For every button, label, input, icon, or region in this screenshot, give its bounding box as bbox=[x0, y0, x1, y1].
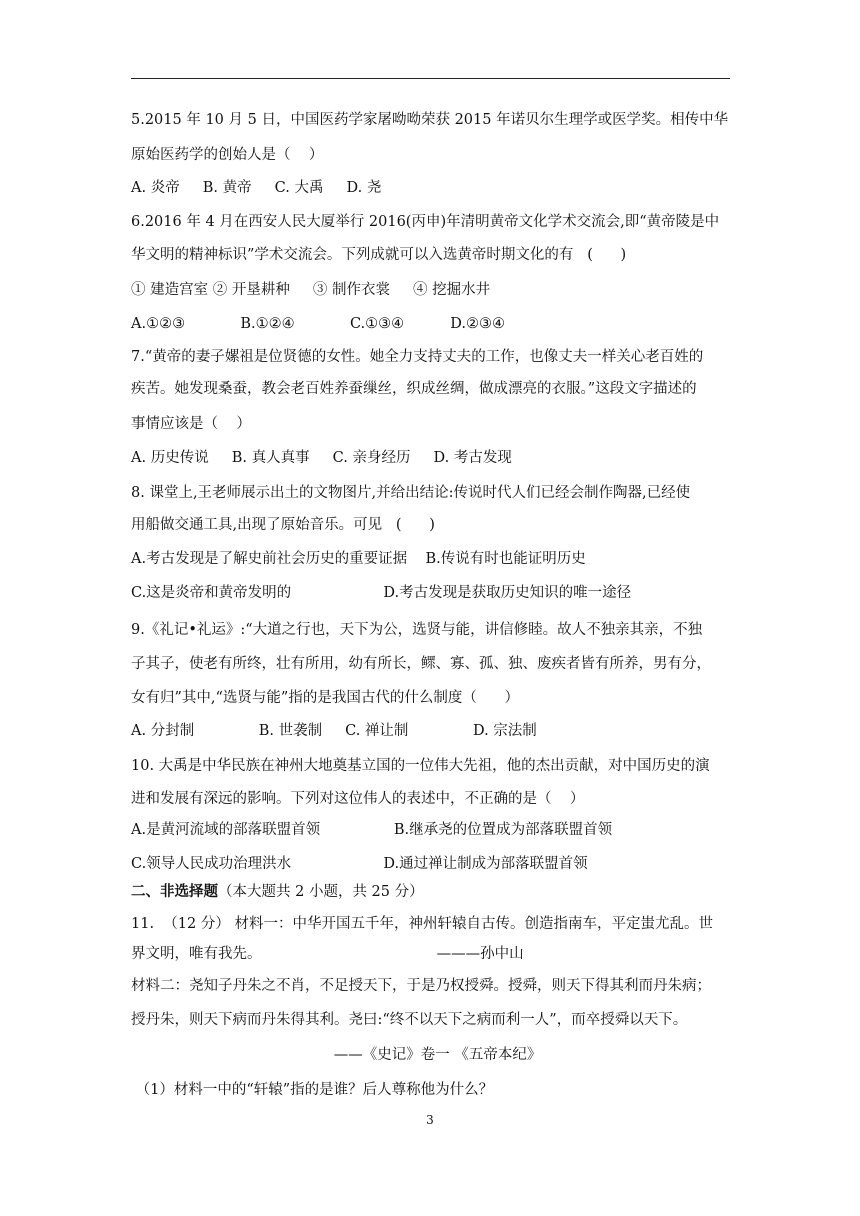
section-note: （本大题共 2 小题，共 25 分） bbox=[218, 884, 424, 900]
text-line: ——《史记》卷一 《五帝本纪》 bbox=[131, 1047, 542, 1063]
text-line: 事情应该是（ ） bbox=[131, 416, 251, 432]
text-line: 6.2016 年 4 月在西安人民大厦举行 2016(丙申)年清明黄帝文化学术交流会,即“黄帝陵是中 bbox=[131, 214, 720, 230]
text-line: 10. 大禹是中华民族在神州大地奠基立国的一位伟大先祖，他的杰出贡献，对中国历史的演 bbox=[131, 758, 710, 774]
header-rule bbox=[131, 78, 730, 79]
text-line: 7.“黄帝的妻子嫘祖是位贤德的女性。她全力支持丈夫的工作，也像丈夫一样关心老百姓的 bbox=[131, 349, 704, 365]
text-line: 子其子，使老有所终，壮有所用，幼有所长，鳏、寡、孤、独、废疾者皆有所养，男有分， bbox=[131, 656, 711, 672]
text-line: 材料二：尧知子丹朱之不肖，不足授天下，于是乃权授舜。授舜，则天下得其利而丹朱病； bbox=[131, 978, 711, 994]
text-line: 华文明的精神标识”学术交流会。下列成就可以入选黄帝时期文化的有 ( ) bbox=[131, 247, 627, 263]
text-line: 用船做交通工具,出现了原始音乐。可见 ( ) bbox=[131, 517, 435, 533]
text-line: 9.《礼记•礼运》:“大道之行也，天下为公，选贤与能，讲信修睦。故人不独亲其亲，不独 bbox=[131, 622, 703, 638]
text-line: A.是黄河流域的部落联盟首领 B.继承尧的位置成为部落联盟首领 bbox=[131, 822, 613, 838]
text-line: 女有归”其中,“选贤与能”指的是我国古代的什么制度（ ） bbox=[131, 690, 520, 706]
text-line: 原始医药学的创始人是（ ） bbox=[131, 147, 324, 163]
text-line: 界文明，唯有我先。 ———孙中山 bbox=[131, 946, 524, 962]
text-line: A.①②③ B.①②④ C.①③④ D.②③④ bbox=[131, 316, 505, 332]
page-number: 3 bbox=[426, 1113, 434, 1127]
text-line: 进和发展有深远的影响。下列对这位伟人的表述中，不正确的是（ ） bbox=[131, 791, 585, 807]
text-line: 11. （12 分） 材料一：中华开国五千年，神州轩辕自古传。创造指南车，平定蚩尤乱。世 bbox=[131, 916, 713, 932]
text-line: C.这是炎帝和黄帝发明的 D.考古发现是获取历史知识的唯一途径 bbox=[131, 585, 632, 601]
text-line: A.考古发现是了解史前社会历史的重要证据 B.传说有时也能证明历史 bbox=[131, 551, 586, 567]
section-heading bbox=[131, 882, 424, 902]
text-line: 授丹朱，则天下病而丹朱得其利。尧曰:“终不以天下之病而利一人”，而卒授舜以天下。 bbox=[131, 1012, 688, 1028]
text-line: 疾苦。她发现桑蚕，教会老百姓养蚕缫丝，织成丝绸，做成漂亮的衣服。”这段文字描述的 bbox=[131, 381, 697, 397]
text-line: A. 炎帝 B. 黄帝 C. 大禹 D. 尧 bbox=[131, 180, 382, 196]
section-title: 二、非选择题 bbox=[131, 883, 218, 900]
text-line: C.领导人民成功治理洪水 D.通过禅让制成为部落联盟首领 bbox=[131, 856, 588, 872]
text-line: 8. 课堂上,王老师展示出土的文物图片,并给出结论:传说时代人们已经会制作陶器,已经使 bbox=[131, 485, 691, 501]
text-line: 5.2015 年 10 月 5 日，中国医药学家屠呦呦荣获 2015 年诺贝尔生理学或医学奖。相传中华 bbox=[131, 112, 729, 128]
text-line: （1）材料一中的“轩辕”指的是谁？后人尊称他为什么？ bbox=[131, 1082, 494, 1098]
text-line: A. 历史传说 B. 真人真事 C. 亲身经历 D. 考古发现 bbox=[131, 450, 512, 466]
text-line: A. 分封制 B. 世袭制 C. 禅让制 D. 宗法制 bbox=[131, 723, 537, 739]
text-line: ① 建造宫室 ② 开垦耕种 ③ 制作衣裳 ④ 挖掘水井 bbox=[131, 282, 491, 298]
